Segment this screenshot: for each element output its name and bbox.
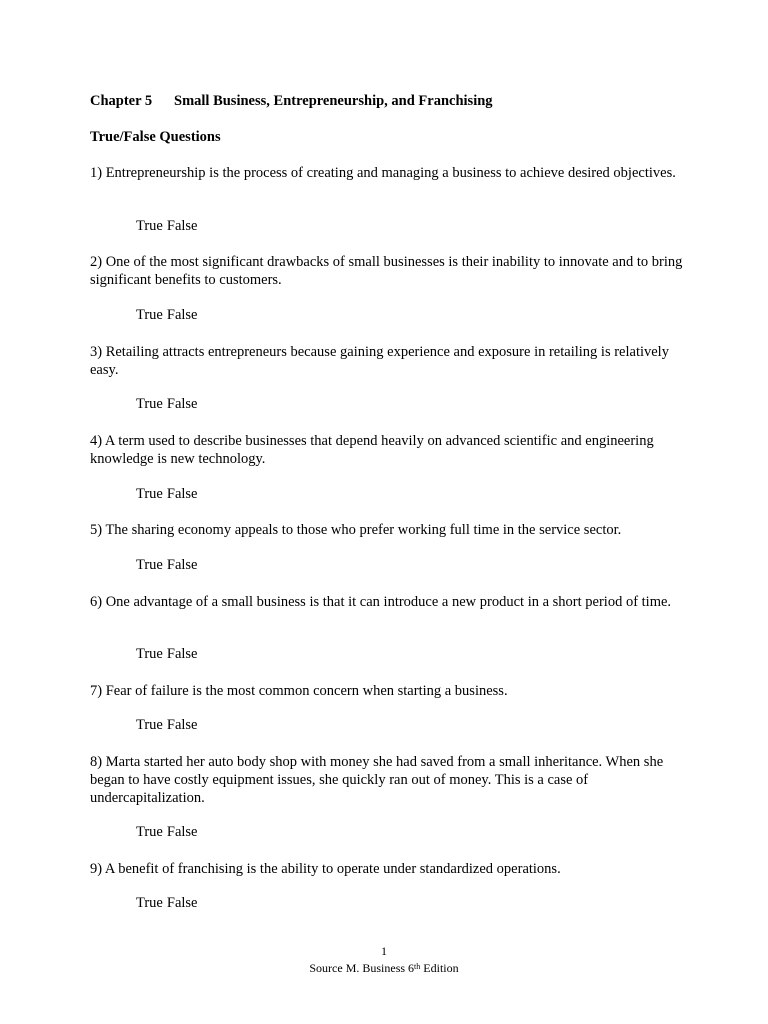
question-8: 8) Marta started her auto body shop with money she had saved from a small inheritance. When she began to have costly equipment issues, she quickly ran out of money. This is a case of undercapitalization. [90,754,664,806]
option-true: True [136,486,163,502]
chapter-heading [90,93,493,110]
answer-options-2 [136,307,201,324]
answer-options-7 [136,717,201,734]
option-false: False [166,824,198,840]
source-superscript: th [414,962,421,971]
chapter-label: Chapter 5 [90,93,153,109]
option-false: False [166,396,198,412]
question-5: 5) The sharing economy appeals to those who prefer working full time in the service sector. [90,522,622,538]
question-6: 6) One advantage of a small business is that it can introduce a new product in a short period of time. [90,594,672,610]
answer-options-1 [136,218,201,235]
question-2: 2) One of the most significant drawbacks of small businesses is their inability to innovate and to bring significant benefits to customers. [90,254,683,288]
answer-options-8 [136,824,201,841]
answer-options-5 [136,557,201,574]
option-true: True [136,895,163,911]
question-9: 9) A benefit of franchising is the ability to operate under standardized operations. [90,861,561,877]
page-number: 1 [381,944,387,958]
answer-options-3 [136,396,201,413]
option-true: True [136,307,163,323]
answer-options-6 [136,646,201,663]
option-false: False [166,895,198,911]
option-true: True [136,824,163,840]
option-false: False [166,218,198,234]
question-7: 7) Fear of failure is the most common concern when starting a business. [90,683,508,699]
question-4: 4) A term used to describe businesses that depend heavily on advanced scientific and engineering knowledge is new technology. [90,433,654,467]
answer-options-4 [136,486,201,503]
source-suffix: Edition [420,961,459,975]
option-true: True [136,218,163,234]
question-1: 1) Entrepreneurship is the process of creating and managing a business to achieve desired objectives. [90,165,676,181]
option-false: False [166,646,198,662]
section-title: True/False Questions [90,129,221,145]
option-false: False [166,307,198,323]
answer-options-9 [136,895,201,912]
source-line [0,960,768,976]
option-false: False [166,486,198,502]
source-prefix: Source M. Business 6 [309,961,415,975]
option-true: True [136,646,163,662]
option-false: False [166,717,198,733]
option-false: False [166,557,198,573]
option-true: True [136,557,163,573]
chapter-title: Small Business, Entrepreneurship, and Franchising [174,93,493,109]
question-3: 3) Retailing attracts entrepreneurs because gaining experience and exposure in retailing is relatively easy. [90,344,669,378]
option-true: True [136,396,163,412]
option-true: True [136,717,163,733]
